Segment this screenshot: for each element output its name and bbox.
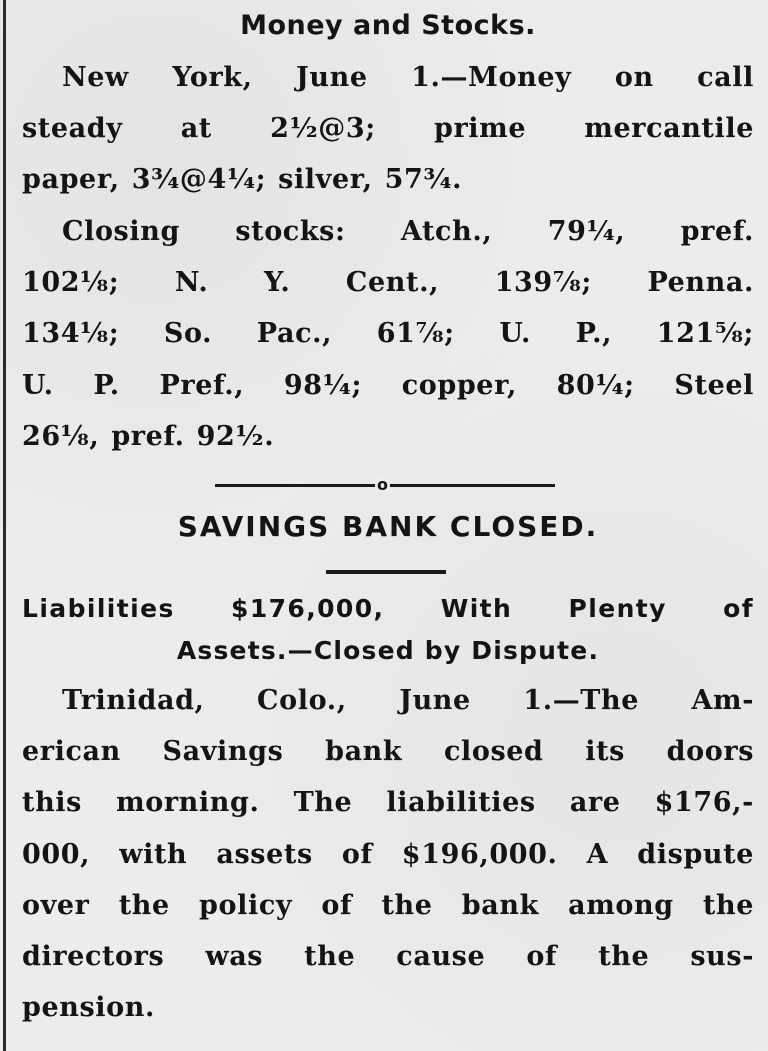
heading-rule xyxy=(326,570,446,574)
text-line: erican Savings bank closed its doors xyxy=(22,736,754,768)
article-2-body xyxy=(22,675,754,1033)
column-rule xyxy=(3,0,6,1051)
article-1-heading: Money and Stocks. xyxy=(240,10,536,41)
text-line: Closing stocks: Atch., 79¼, pref. xyxy=(62,216,754,247)
text-line: 000, with assets of $196,000. A dispute xyxy=(22,838,754,870)
article-1-paragraph-1 xyxy=(22,52,754,206)
text-line: pension. xyxy=(22,992,155,1024)
article-2-heading: SAVINGS BANK CLOSED. xyxy=(177,510,599,543)
text-line: over the policy of the bank among the xyxy=(22,889,754,921)
article-2 xyxy=(22,505,754,549)
text-line: directors was the cause of the sus- xyxy=(22,941,754,973)
text-line: steady at 2½@3; prime mercantile xyxy=(22,113,754,145)
text-line: U. P. Pref., 98¼; copper, 80¼; Steel xyxy=(22,369,754,401)
text-line: paper, 3¾@4¼; silver, 57¾. xyxy=(22,164,463,196)
text-line: this morning. The liabilities are $176,- xyxy=(22,787,754,819)
text-line: 134⅛; So. Pac., 61⅞; U. P., 121⅝; xyxy=(22,318,754,350)
separator-ornament: o xyxy=(377,475,388,494)
text-line: New York, June 1.—Money on call xyxy=(62,62,754,93)
text-line: Trinidad, Colo., June 1.—The Am- xyxy=(62,685,754,716)
subheading-line-1: Liabilities $176,000, With Plenty of xyxy=(22,594,754,623)
text-line: 26⅛, pref. 92½. xyxy=(22,420,275,452)
subheading-line-2: Assets.—Closed by Dispute. xyxy=(176,636,600,665)
article-2-subheading xyxy=(22,588,754,672)
article-1-paragraph-2 xyxy=(22,206,754,462)
text-line: 102⅛; N. Y. Cent., 139⅞; Penna. xyxy=(22,267,754,299)
article-1 xyxy=(22,6,754,46)
